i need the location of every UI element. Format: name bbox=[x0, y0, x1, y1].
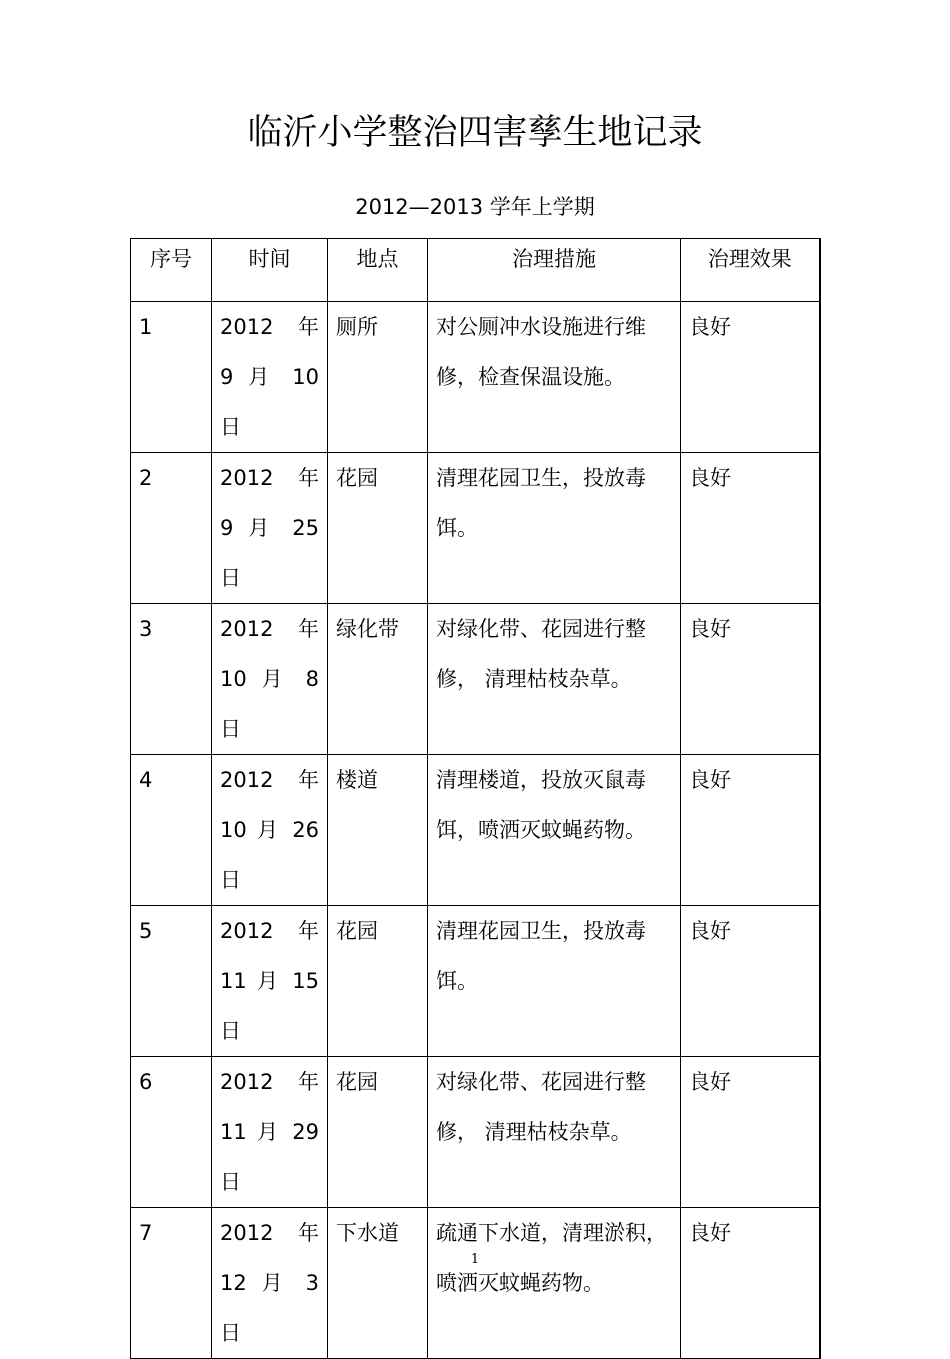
cell-effect: 良好 bbox=[681, 302, 820, 453]
cell-place: 花园 bbox=[328, 1057, 428, 1208]
table-row bbox=[131, 755, 820, 906]
document-title: 临沂小学整治四害孳生地记录 bbox=[247, 113, 703, 153]
table-row bbox=[131, 453, 820, 604]
cell-time: 2012 年 10 月 8 日 bbox=[212, 604, 328, 755]
cell-number: 6 bbox=[131, 1057, 212, 1208]
cell-time: 2012 年 9 月 25 日 bbox=[212, 453, 328, 604]
table-row bbox=[131, 604, 820, 755]
cell-effect: 良好 bbox=[681, 1208, 820, 1359]
cell-effect: 良好 bbox=[681, 1057, 820, 1208]
cell-measure: 疏通下水道，清理淤积，喷洒灭蚊蝇药物。 bbox=[428, 1208, 681, 1359]
cell-time: 2012 年 9 月 10 日 bbox=[212, 302, 328, 453]
table-row bbox=[131, 302, 820, 453]
table-header-row bbox=[131, 239, 820, 302]
header-number: 序号 bbox=[131, 239, 212, 302]
cell-effect: 良好 bbox=[681, 604, 820, 755]
cell-effect: 良好 bbox=[681, 453, 820, 604]
cell-number: 7 bbox=[131, 1208, 212, 1359]
cell-effect: 良好 bbox=[681, 906, 820, 1057]
header-time: 时间 bbox=[212, 239, 328, 302]
pest-control-record-table bbox=[130, 238, 821, 1359]
cell-measure: 清理花园卫生，投放毒饵。 bbox=[428, 906, 681, 1057]
header-effect: 治理效果 bbox=[681, 239, 820, 302]
header-place: 地点 bbox=[328, 239, 428, 302]
cell-place: 下水道 bbox=[328, 1208, 428, 1359]
table-row bbox=[131, 1208, 820, 1359]
table-row bbox=[131, 1057, 820, 1208]
cell-measure: 对绿化带、花园进行整修， 清理枯枝杂草。 bbox=[428, 604, 681, 755]
cell-time: 2012 年 12 月 3 日 bbox=[212, 1208, 328, 1359]
cell-time: 2012 年 10 月 26 日 bbox=[212, 755, 328, 906]
cell-number: 2 bbox=[131, 453, 212, 604]
cell-number: 3 bbox=[131, 604, 212, 755]
document-subtitle: 2012—2013 学年上学期 bbox=[355, 195, 595, 219]
cell-place: 绿化带 bbox=[328, 604, 428, 755]
cell-measure: 对公厕冲水设施进行维修，检查保温设施。 bbox=[428, 302, 681, 453]
cell-measure: 清理花园卫生，投放毒饵。 bbox=[428, 453, 681, 604]
cell-number: 5 bbox=[131, 906, 212, 1057]
cell-measure: 清理楼道，投放灭鼠毒饵，喷洒灭蚊蝇药物。 bbox=[428, 755, 681, 906]
cell-place: 厕所 bbox=[328, 302, 428, 453]
page-number: 1 bbox=[470, 1252, 480, 1267]
cell-time: 2012 年 11 月 29 日 bbox=[212, 1057, 328, 1208]
cell-number: 1 bbox=[131, 302, 212, 453]
table-row bbox=[131, 906, 820, 1057]
cell-measure: 对绿化带、花园进行整修， 清理枯枝杂草。 bbox=[428, 1057, 681, 1208]
cell-place: 楼道 bbox=[328, 755, 428, 906]
cell-effect: 良好 bbox=[681, 755, 820, 906]
cell-time: 2012 年 11 月 15 日 bbox=[212, 906, 328, 1057]
cell-place: 花园 bbox=[328, 453, 428, 604]
cell-place: 花园 bbox=[328, 906, 428, 1057]
header-measure: 治理措施 bbox=[428, 239, 681, 302]
cell-number: 4 bbox=[131, 755, 212, 906]
